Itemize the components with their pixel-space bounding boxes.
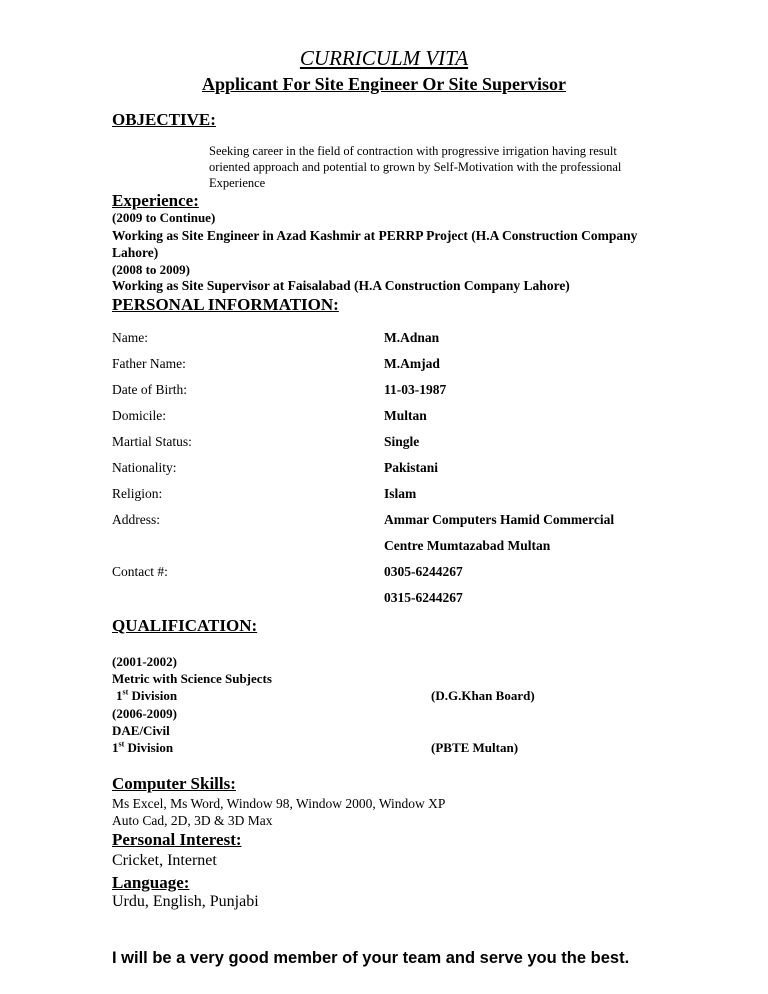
info-value: 11-03-1987 [384, 382, 447, 397]
info-value: Multan [384, 408, 427, 423]
division-number: 1 [112, 740, 119, 755]
division-number: 1 [116, 688, 123, 703]
qualification-board: (D.G.Khan Board) [431, 688, 535, 703]
experience-line: (2009 to Continue) [112, 210, 216, 225]
info-label: Father Name: [112, 356, 186, 371]
division-ordinal: st [122, 687, 129, 697]
info-label: Religion: [112, 486, 163, 501]
computer-skills-heading: Computer Skills: [112, 774, 236, 793]
info-value: Islam [384, 486, 417, 501]
objective-line: Experience [209, 176, 266, 190]
info-value: 0315-6244267 [384, 590, 463, 605]
document-subtitle: Applicant For Site Engineer Or Site Supervisor [201, 74, 566, 94]
qualification-heading: QUALIFICATION: [112, 616, 258, 635]
info-value: Pakistani [384, 460, 439, 475]
qualification-period: (2001-2002) [112, 654, 177, 669]
experience-line: (2008 to 2009) [112, 262, 190, 277]
info-label: Name: [112, 330, 148, 345]
objective-line: Seeking career in the field of contraction with progressive irrigation having result [209, 144, 617, 158]
info-label: Address: [112, 512, 160, 527]
document-title: CURRICULM VITA [299, 46, 469, 70]
info-value: M.Adnan [384, 330, 440, 345]
computer-skills-line: Ms Excel, Ms Word, Window 98, Window 2000, Window XP [112, 796, 446, 811]
qualification-course: DAE/Civil [112, 723, 170, 738]
info-label: Martial Status: [112, 434, 192, 449]
division-text: Division [128, 688, 178, 703]
computer-skills-line: Auto Cad, 2D, 3D & 3D Max [112, 813, 273, 828]
objective-heading: OBJECTIVE: [112, 110, 216, 129]
info-label: Domicile: [112, 408, 166, 423]
experience-line: Lahore) [112, 245, 159, 260]
info-value: Single [384, 434, 420, 449]
experience-line: Working as Site Engineer in Azad Kashmir at PERRP Project (H.A Construction Company [112, 228, 638, 243]
info-label: Nationality: [112, 460, 177, 475]
qualification-period: (2006-2009) [112, 706, 177, 721]
qualification-division [112, 740, 173, 756]
qualification-division [116, 688, 177, 704]
experience-heading: Experience: [112, 191, 199, 210]
info-label: Date of Birth: [112, 382, 187, 397]
objective-line: oriented approach and potential to grown by Self-Motivation with the professional [209, 160, 622, 174]
personal-interest-text: Cricket, Internet [112, 852, 217, 869]
closing-statement: I will be a very good member of your team and serve you the best. [112, 949, 630, 967]
language-heading: Language: [112, 873, 190, 892]
qualification-course: Metric with Science Subjects [112, 671, 272, 686]
info-value: Ammar Computers Hamid Commercial [384, 512, 615, 527]
language-text: Urdu, English, Punjabi [112, 893, 259, 910]
personal-interest-heading: Personal Interest: [112, 830, 242, 849]
info-value: Centre Mumtazabad Multan [384, 538, 551, 553]
objective-text [209, 143, 689, 191]
division-ordinal: st [118, 739, 125, 749]
info-value: 0305-6244267 [384, 564, 463, 579]
division-text: Division [124, 740, 174, 755]
info-label: Contact #: [112, 564, 168, 579]
personal-info-heading: PERSONAL INFORMATION: [112, 295, 339, 314]
info-value: M.Amjad [384, 356, 440, 371]
experience-line: Working as Site Supervisor at Faisalabad (H.A Construction Company Lahore) [112, 278, 570, 293]
qualification-board: (PBTE Multan) [431, 740, 519, 755]
